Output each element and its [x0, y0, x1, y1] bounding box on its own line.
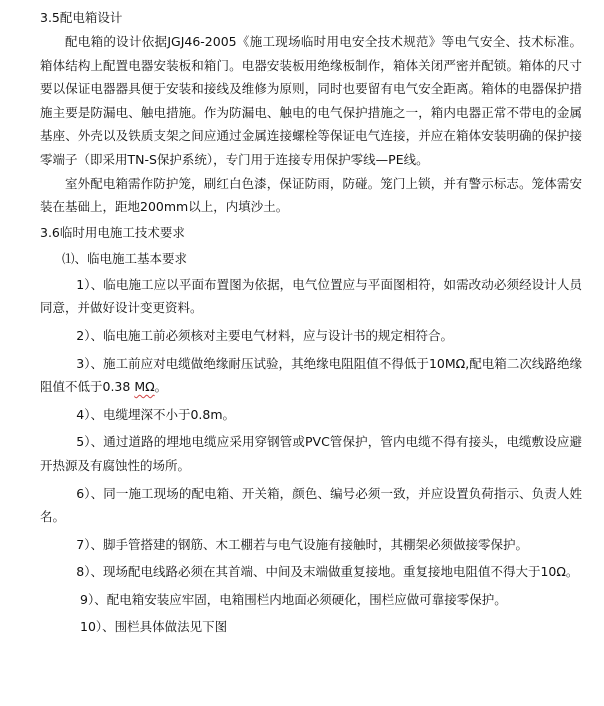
list-item-3-end: 。	[154, 379, 168, 395]
list-item-4: 4）、电缆埋深不小于0.8m。	[76, 406, 236, 422]
spellcheck-underlined-unit: MΩ	[134, 379, 155, 395]
list-item-8: 8）、现场配电线路必须在其首端、中间及末端做重复接地。重复接地电阻值不得大于10Ω。	[76, 564, 579, 580]
list-item-10: 10）、围栏具体做法见下图	[80, 619, 228, 635]
list-item-6: 6）、同一施工现场的配电箱、开关箱，颜色、编号必须一致，并应设置负荷指示、负责人姓名。	[40, 485, 582, 525]
list-item-3-text: 3）、施工前应对电缆做绝缘耐压试验，其绝缘电阻阻值不得低于10MΩ,配电箱二次线路绝缘阻值不低于0.38	[40, 355, 582, 395]
list-item-3	[40, 352, 582, 399]
paragraph-distribution-box-design: 配电箱的设计依据JGJ46-2005《施工现场临时用电安全技术规范》等电气安全、技术标准。箱体结构上配置电器安装板和箱门。电器安装板用绝缘板制作，箱体关闭严密并配锁。箱体的尺寸要以保证电器器具便于安装和接线及维修为原则，同时也要留有电气安全距离。箱体的电器保护措施主要是防漏电、触电措施。作为防漏电、触电的电气保护措施之一，箱内电器正常不带电的金属基座、外壳以及铁质支架之间应通过金属连接螺栓等保证电气连接，并应在箱体安装明确的保护接零端子（即采用TN-S保护系统），专门用于连接专用保护零线—PE线。	[40, 34, 582, 167]
list-item-9: 9）、配电箱安装应牢固，电箱围栏内地面必须硬化，围栏应做可靠接零保护。	[80, 591, 507, 607]
list-item-1: 1）、临电施工应以平面布置图为依据，电气位置应与平面图相符，如需改动必须经设计人员同意，并做好设计变更资料。	[40, 276, 582, 316]
paragraph-outdoor-box-protection: 室外配电箱需作防护笼，刷红白色漆，保证防雨，防碰。笼门上锁，并有警示标志。笼体需安装在基础上，距地200mm以上，内填沙土。	[40, 175, 582, 215]
sub-heading-basic-requirements: ⑴、临电施工基本要求	[62, 250, 188, 266]
section-heading-3-5: 3.5配电箱设计	[40, 10, 123, 25]
list-item-2: 2）、临电施工前必须核对主要电气材料，应与设计书的规定相符合。	[76, 327, 453, 343]
list-item-7: 7）、脚手管搭建的钢筋、木工棚若与电气设施有接触时，其棚架必须做接零保护。	[76, 536, 528, 552]
section-heading-3-6: 3.6临时用电施工技术要求	[40, 224, 185, 240]
list-item-5: 5）、通过道路的埋地电缆应采用穿钢管或PVC管保护，管内电缆不得有接头，电缆敷设应避开热源及有腐蚀性的场所。	[40, 434, 582, 473]
